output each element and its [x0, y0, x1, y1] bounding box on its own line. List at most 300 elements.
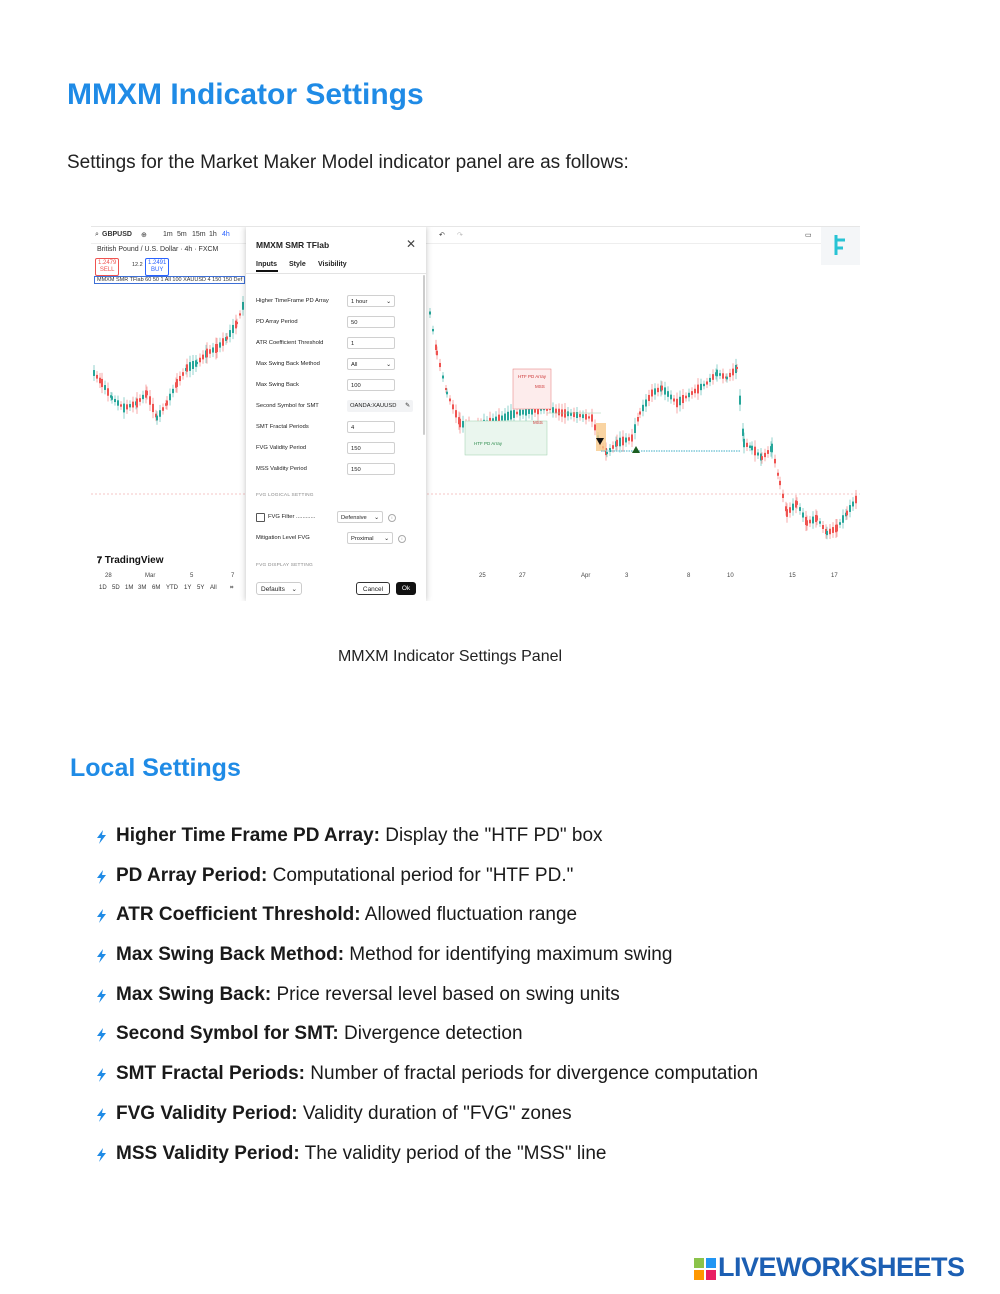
chevron-down-icon: ⌄ — [291, 586, 297, 593]
range-bar — [91, 583, 241, 599]
candle-body — [836, 525, 838, 532]
candle-body — [182, 372, 184, 376]
candle-body — [455, 410, 457, 417]
candle-body — [126, 404, 128, 409]
tf-4h: 4h — [222, 231, 230, 238]
candle-body — [501, 416, 503, 421]
spread-value: 12.2 — [132, 262, 143, 268]
candle-body — [202, 355, 204, 360]
candle-body — [842, 515, 844, 523]
tf-1m: 1m — [163, 231, 173, 238]
buy-price: 1.2491 — [148, 260, 167, 266]
liveworksheets-brand: LIVEWORKSHEETS — [718, 1252, 965, 1282]
candle-body — [179, 376, 181, 381]
candle-body — [209, 349, 211, 354]
candle-body — [739, 396, 741, 405]
setting-desc: Price reversal level based on swing units — [271, 983, 620, 1005]
info-icon[interactable]: i — [388, 514, 396, 522]
tab-visibility[interactable]: Visibility — [318, 261, 347, 268]
pd-array-period-label: PD Array Period — [256, 319, 298, 325]
lightning-icon — [96, 1108, 107, 1122]
candle-body — [779, 481, 781, 485]
candle-body — [132, 402, 134, 408]
candle-body — [645, 400, 647, 407]
candle-body — [582, 414, 584, 418]
candle-body — [709, 378, 711, 382]
range-3m: 3M — [138, 585, 147, 591]
atr-threshold-label: ATR Coefficient Threshold — [256, 340, 324, 346]
candle-body — [564, 409, 566, 417]
candle-body — [432, 329, 434, 331]
candle-body — [742, 429, 744, 436]
candle-body — [682, 395, 684, 403]
candle-body — [616, 440, 618, 446]
list-item — [96, 977, 758, 1017]
candle-body — [777, 473, 779, 476]
settings-screenshot — [91, 226, 860, 601]
lightning-icon — [96, 870, 107, 884]
info-icon[interactable]: i — [398, 535, 406, 543]
candle-body — [120, 404, 122, 406]
setting-term: Higher Time Frame PD Array: — [116, 825, 380, 846]
fvg-logical-section: FVG LOGICAL SETTING — [256, 493, 314, 498]
indicator-settings-dialog — [246, 227, 426, 601]
candle-body — [670, 395, 672, 400]
mitigation-level-label: Mitigation Level FVG — [256, 535, 310, 541]
candle-body — [809, 520, 811, 524]
candle-body — [114, 399, 116, 402]
setting-term: Max Swing Back Method: — [116, 944, 345, 966]
buy-button — [145, 258, 169, 276]
candle-body — [631, 434, 633, 441]
candle-body — [743, 439, 745, 447]
candle-body — [749, 446, 751, 448]
x-tick: 3 — [625, 573, 629, 579]
candle-body — [117, 400, 119, 405]
candle-body — [691, 391, 693, 395]
candle-body — [719, 373, 721, 376]
max-swing-back-input[interactable]: 100 — [347, 379, 395, 391]
candle-body — [528, 409, 530, 414]
candle-body — [816, 515, 818, 520]
search-icon: ⌕ — [95, 231, 99, 238]
fvg-validity-label: FVG Validity Period — [256, 445, 307, 451]
x-tick: Mar — [145, 573, 156, 579]
candle-body — [429, 311, 431, 314]
candle-body — [757, 452, 759, 455]
candle-body — [657, 388, 659, 392]
second-symbol-label: Second Symbol for SMT — [256, 403, 319, 409]
candle-body — [786, 509, 788, 517]
x-tick: 25 — [479, 573, 486, 579]
candle-body — [192, 361, 194, 369]
setting-term: FVG Validity Period: — [116, 1102, 298, 1124]
ok-button[interactable]: Ok — [396, 582, 416, 595]
candle-body — [235, 321, 237, 329]
candle-body — [642, 405, 644, 411]
candle-body — [822, 525, 824, 529]
candle-body — [504, 414, 506, 421]
candle-body — [712, 374, 714, 380]
candle-body — [242, 302, 244, 310]
candle-body — [767, 450, 769, 454]
candle-body — [139, 398, 141, 402]
chevron-down-icon: ⌄ — [386, 299, 391, 305]
setting-desc: Allowed fluctuation range — [360, 904, 578, 926]
x-tick: 8 — [687, 573, 691, 579]
fvg-filter-label: FVG Filter ............ — [268, 514, 316, 520]
mss-validity-label: MSS Validity Period — [256, 466, 307, 472]
candle-body — [558, 409, 560, 416]
chart-toolbar — [91, 227, 860, 244]
candle-body — [222, 338, 224, 346]
list-item — [96, 858, 758, 898]
atr-threshold-input[interactable]: 1 — [347, 337, 395, 349]
candle-body — [129, 404, 131, 407]
mitigation-level-value: Proximal — [351, 536, 374, 542]
setting-term: ATR Coefficient Threshold: — [116, 904, 361, 926]
candle-body — [667, 391, 669, 397]
htf-pd-array-low-label: HTF PD Array — [474, 441, 503, 446]
x-tick: 27 — [519, 573, 526, 579]
candle-body — [166, 401, 168, 406]
chevron-down-icon: ⌄ — [374, 515, 379, 521]
candle-body — [754, 447, 756, 456]
candle-body — [445, 388, 447, 390]
tf-15m: 15m — [192, 231, 206, 238]
candle-body — [746, 443, 748, 447]
candle-body — [829, 529, 831, 534]
max-swing-method-value: All — [351, 362, 358, 368]
candle-body — [146, 391, 148, 395]
tab-style[interactable]: Style — [289, 261, 306, 268]
list-item — [96, 1096, 758, 1136]
fvg-filter-checkbox[interactable] — [256, 513, 265, 522]
defaults-label: Defaults — [261, 586, 285, 593]
candle-body — [196, 362, 198, 364]
candle-body — [802, 512, 804, 517]
figure-caption: MMXM Indicator Settings Panel — [337, 648, 563, 665]
indicator-tag: MMXM SMR TFlab 60 50 1 All 100 XAUUSD 4 150 150 Def — [94, 276, 245, 284]
list-item — [96, 1016, 758, 1056]
candle-body — [700, 384, 702, 390]
second-symbol-value: OANDA:XAUUSD — [350, 403, 397, 409]
candle-body — [716, 370, 718, 377]
second-symbol-input[interactable] — [347, 400, 413, 412]
candle-body — [516, 412, 518, 415]
candle-body — [519, 410, 521, 416]
defaults-button[interactable] — [256, 582, 302, 595]
x-tick: 5 — [190, 573, 194, 579]
mss-label: MSS — [535, 384, 545, 389]
candle-body — [732, 369, 734, 376]
candle-body — [552, 407, 554, 413]
cancel-button[interactable]: Cancel — [356, 582, 390, 595]
candle-body — [212, 347, 214, 352]
candle-body — [619, 438, 621, 447]
candle-body — [648, 395, 650, 401]
candle-body — [101, 379, 103, 387]
x-tick: 17 — [831, 573, 838, 579]
candle-body — [774, 459, 776, 463]
dialog-scrollbar[interactable] — [423, 275, 425, 435]
candle-body — [726, 377, 728, 380]
mss-low-label: MSS — [533, 420, 543, 425]
lightning-icon — [96, 830, 107, 844]
candle-body — [219, 342, 221, 347]
candle-body — [799, 507, 801, 511]
setting-term: Max Swing Back: — [116, 983, 272, 1005]
setting-desc: The validity period of the "MSS" line — [299, 1142, 607, 1164]
lightning-icon — [96, 1028, 107, 1042]
candle-body — [229, 330, 231, 337]
list-item — [96, 818, 758, 858]
candle-body — [439, 363, 441, 367]
candle-body — [567, 411, 569, 416]
candle-body — [852, 502, 854, 507]
range-1m: 1M — [125, 585, 134, 591]
candle-body — [585, 414, 587, 420]
candle-body — [789, 507, 791, 513]
window-icon: ▭ — [805, 232, 812, 239]
candle-body — [751, 446, 753, 451]
settings-list — [96, 818, 758, 1175]
candle-body — [628, 437, 630, 440]
buy-marker-icon — [632, 446, 640, 453]
lightning-icon — [96, 989, 107, 1003]
candle-body — [622, 437, 624, 446]
max-swing-method-label: Max Swing Back Method — [256, 361, 320, 367]
liveworksheets-logo-icon — [694, 1258, 716, 1280]
candle-body — [123, 404, 125, 413]
candle-body — [634, 424, 636, 433]
max-swing-back-label: Max Swing Back — [256, 382, 299, 388]
mss-validity-input[interactable]: 150 — [347, 463, 395, 475]
chevron-down-icon: ⌄ — [384, 536, 389, 542]
candle-body — [449, 399, 451, 402]
candle-body — [688, 393, 690, 397]
sell-price: 1.2479 — [98, 260, 117, 266]
candle-body — [764, 453, 766, 457]
list-item — [96, 897, 758, 937]
list-item — [96, 937, 758, 977]
range-6m: 6M — [152, 585, 161, 591]
htf-pd-array-label: Higher TimeFrame PD Array — [256, 298, 329, 304]
candle-body — [819, 521, 821, 523]
setting-term: PD Array Period: — [116, 864, 268, 886]
range-5y: 5Y — [197, 585, 205, 591]
candle-body — [661, 386, 663, 391]
candle-body — [513, 410, 515, 418]
range-ytd: YTD — [166, 585, 178, 591]
candle-body — [104, 385, 106, 390]
candle-body — [107, 388, 109, 395]
lightning-icon — [96, 909, 107, 923]
htf-pd-array-select[interactable] — [347, 295, 395, 307]
candle-body — [685, 396, 687, 399]
candle-body — [651, 390, 653, 397]
candle-body — [736, 367, 738, 369]
sell-label: SELL — [99, 267, 115, 273]
candle-body — [729, 373, 731, 377]
fvg-filter-select[interactable] — [337, 511, 383, 523]
instrument-line: British Pound / U.S. Dollar · 4h · FXCM — [97, 246, 219, 253]
candle-body — [111, 396, 113, 400]
htf-pd-array-label: HTF PD Array — [518, 374, 547, 379]
lightning-icon — [96, 1148, 107, 1162]
setting-desc: Computational period for "HTF PD." — [267, 864, 574, 886]
pd-array-period-input[interactable]: 50 — [347, 316, 395, 328]
candle-body — [625, 438, 627, 443]
list-item — [96, 1056, 758, 1096]
time-axis — [91, 571, 860, 583]
setting-term: MSS Validity Period: — [116, 1142, 300, 1164]
setting-term: SMT Fractal Periods: — [116, 1063, 305, 1085]
setting-desc: Display the "HTF PD" box — [379, 825, 603, 846]
mitigation-level-select[interactable] — [347, 532, 393, 544]
list-item — [96, 1136, 758, 1176]
candle-body — [812, 517, 814, 524]
smt-fractal-input[interactable]: 4 — [347, 421, 395, 433]
candle-body — [679, 397, 681, 405]
setting-desc: Method for identifying maximum swing — [344, 944, 673, 966]
candle-body — [846, 511, 848, 516]
chevron-down-icon: ⌄ — [386, 362, 391, 368]
candle-body — [606, 452, 608, 454]
max-swing-method-select[interactable] — [347, 358, 395, 370]
candle-body — [206, 349, 208, 358]
local-settings-heading: Local Settings — [70, 754, 241, 782]
x-tick: 7 — [231, 573, 235, 579]
candle-body — [806, 520, 808, 525]
undo-icon: ↶ — [439, 232, 445, 239]
setting-desc: Number of fractal periods for divergence computation — [305, 1063, 759, 1085]
candle-body — [442, 376, 444, 379]
candle-body — [239, 313, 241, 315]
lightning-icon — [96, 1068, 107, 1082]
tradingview-text: TradingView — [104, 555, 164, 566]
candle-body — [232, 325, 234, 333]
candle-body — [99, 378, 101, 384]
candle-body — [796, 501, 798, 505]
symbol-label: GBPUSD — [102, 231, 132, 238]
candle-body — [172, 389, 174, 393]
candle-body — [159, 410, 161, 417]
smt-fractal-label: SMT Fractal Periods — [256, 424, 309, 430]
candle-body — [639, 411, 641, 414]
candle-body — [761, 456, 763, 460]
buy-label: BUY — [151, 267, 164, 273]
redo-icon: ↷ — [457, 232, 463, 239]
candle-body — [452, 404, 454, 409]
page-title: MMXM Indicator Settings — [67, 78, 424, 111]
tf-5m: 5m — [177, 231, 187, 238]
intro-text: Settings for the Market Maker Model indicator panel are as follows: — [67, 152, 629, 173]
calendar-icon: ⌗ — [230, 585, 234, 591]
price-chart — [91, 243, 860, 573]
candle-body — [186, 364, 188, 371]
fvg-display-section: FVG DISPLAY SETTING — [256, 563, 313, 568]
tv-icon: 𝟕 — [97, 555, 103, 565]
setting-desc: Divergence detection — [338, 1023, 523, 1045]
candle-body — [832, 527, 834, 533]
candle-body — [849, 505, 851, 512]
candle-body — [169, 394, 171, 401]
candle-body — [510, 411, 512, 420]
add-icon: ⊕ — [141, 232, 147, 239]
tradingview-logo — [97, 555, 164, 566]
candle-body — [782, 494, 784, 498]
candle-body — [216, 344, 218, 352]
candle-body — [226, 336, 228, 339]
candle-body — [142, 395, 144, 399]
x-tick: Apr — [581, 573, 591, 579]
range-5d: 5D — [112, 585, 120, 591]
candle-body — [459, 419, 461, 428]
candle-body — [703, 384, 705, 386]
candle-body — [189, 362, 191, 371]
tab-inputs[interactable]: Inputs — [256, 261, 277, 268]
candle-body — [149, 396, 151, 404]
candle-body — [176, 379, 178, 387]
candle-body — [694, 389, 696, 393]
range-all: All — [210, 585, 217, 591]
candle-body — [436, 351, 438, 355]
candle-body — [162, 407, 164, 411]
tab-divider — [246, 273, 426, 274]
pencil-icon: ✎ — [405, 403, 410, 409]
active-tab-indicator — [256, 270, 278, 272]
candle-body — [792, 504, 794, 511]
htf-pd-array-value: 1 hour — [351, 299, 368, 305]
close-icon[interactable]: ✕ — [405, 237, 416, 251]
candle-body — [236, 322, 238, 324]
range-1y: 1Y — [184, 585, 192, 591]
candle-body — [664, 387, 666, 394]
candle-body — [654, 388, 656, 394]
candle-body — [676, 399, 678, 407]
candle-body — [96, 375, 98, 379]
setting-term: Second Symbol for SMT: — [116, 1023, 339, 1045]
x-tick: 28 — [105, 573, 112, 579]
candle-body — [839, 522, 841, 525]
sell-button — [95, 258, 119, 276]
candle-body — [93, 370, 95, 376]
setting-desc: Validity duration of "FVG" zones — [297, 1102, 572, 1124]
candle-body — [156, 416, 158, 421]
candle-body — [612, 445, 614, 449]
candle-body — [462, 421, 464, 427]
candle-body — [507, 412, 509, 420]
candle-body — [579, 414, 581, 417]
candle-body — [588, 416, 590, 418]
fvg-validity-input[interactable]: 150 — [347, 442, 395, 454]
candle-body — [522, 410, 524, 415]
candle-body — [826, 531, 828, 535]
candle-body — [855, 496, 857, 504]
candle-body — [152, 404, 154, 412]
fvg-filter-value: Defensive — [341, 515, 367, 521]
htf-pd-array-zone — [465, 421, 547, 455]
candle-body — [594, 424, 596, 430]
candle-body — [555, 409, 557, 414]
tf-1h: 1h — [209, 231, 217, 238]
candle-body — [637, 417, 639, 421]
candle-body — [706, 381, 708, 384]
candle-body — [673, 399, 675, 402]
range-1d: 1D — [99, 585, 107, 591]
x-tick: 10 — [727, 573, 734, 579]
